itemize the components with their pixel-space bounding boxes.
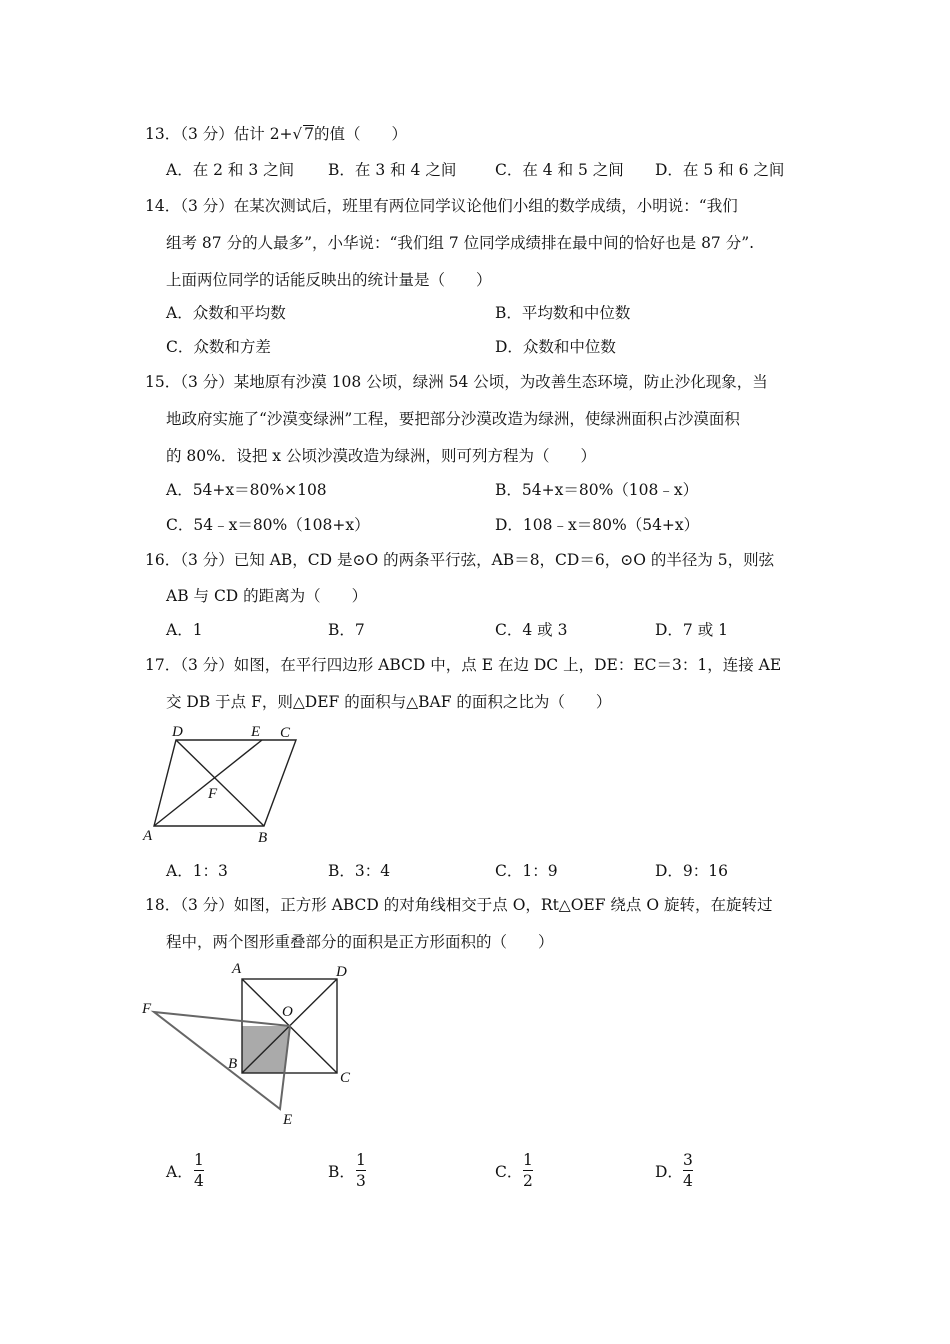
q16-line-1: 16．（3 分）已知 AB，CD 是⊙O 的两条平行弦，AB＝8，CD＝6，⊙O 的半径为 5，则弦 (145, 551, 775, 569)
q18-option-b-fraction[interactable] (356, 1151, 366, 1190)
q14-option-a[interactable]: A．众数和平均数 (166, 304, 286, 322)
q15-line-1: 15．（3 分）某地原有沙漠 108 公顷，绿洲 54 公顷，为改善生态环境，防止沙化现象，当 (145, 373, 768, 391)
label-f: F (208, 786, 218, 802)
q18-option-d-fraction[interactable] (683, 1151, 693, 1190)
label-f: F (142, 1001, 152, 1017)
label-d: D (172, 724, 183, 740)
label-a: A (232, 961, 242, 977)
q17-option-a[interactable]: A．1：3 (166, 862, 228, 880)
denominator: 4 (194, 1172, 204, 1190)
q18-line-1: 18．（3 分）如图，正方形 ABCD 的对角线相交于点 O，Rt△OEF 绕点 O 旋转，在旋转过 (145, 896, 773, 914)
q16-line-2: AB 与 CD 的距离为（ ） (166, 587, 368, 605)
q15-line-3: 的 80%．设把 x 公顷沙漠改造为绿洲，则可列方程为（ ） (166, 447, 596, 465)
label-e: E (283, 1112, 293, 1128)
label-b: B (258, 830, 268, 846)
q15-line-2: 地政府实施了“沙漠变绿洲”工程，要把部分沙漠改造为绿洲，使绿洲面积占沙漠面积 (166, 410, 740, 428)
segment-ae (154, 740, 262, 826)
denominator: 2 (523, 1172, 533, 1190)
q16-option-d[interactable]: D．7 或 1 (655, 621, 729, 639)
q18-square-triangle-figure (138, 958, 368, 1130)
q17-line-1: 17．（3 分）如图，在平行四边形 ABCD 中，点 E 在边 DC 上，DE：EC＝3：1，连接 AE (145, 656, 782, 674)
numerator: 1 (194, 1151, 204, 1169)
q13-option-a[interactable]: A．在 2 和 3 之间 (166, 161, 295, 179)
q14-line-2: 组考 87 分的人最多”，小华说：“我们组 7 位同学成绩排在最中间的恰好也是 87 分”. (166, 234, 755, 252)
numerator: 3 (683, 1151, 693, 1169)
q18-option-b-letter[interactable]: B． (328, 1163, 355, 1181)
q13-option-b[interactable]: B．在 3 和 4 之间 (328, 161, 457, 179)
q13-lead: 13．（3 分）估计 2+ (145, 125, 293, 143)
q17-line-2: 交 DB 于点 F，则△DEF 的面积与△BAF 的面积之比为（ ） (166, 693, 612, 711)
q14-line-3: 上面两位同学的话能反映出的统计量是（ ） (166, 271, 492, 289)
denominator: 3 (356, 1172, 366, 1190)
q17-option-c[interactable]: C．1：9 (495, 862, 558, 880)
denominator: 4 (683, 1172, 693, 1190)
q13-option-c[interactable]: C．在 4 和 5 之间 (495, 161, 624, 179)
q18-option-a-fraction[interactable] (194, 1151, 204, 1190)
label-e: E (251, 724, 261, 740)
label-d: D (336, 964, 347, 980)
q15-option-d[interactable]: D．108﹣x＝80%（54+x） (495, 516, 700, 534)
q15-option-b[interactable]: B．54+x＝80%（108﹣x） (495, 481, 699, 499)
q13-option-d[interactable]: D．在 5 和 6 之间 (655, 161, 785, 179)
q14-option-d[interactable]: D．众数和中位数 (495, 338, 616, 356)
q18-option-c-fraction[interactable] (523, 1151, 533, 1190)
q13-stem (145, 124, 407, 144)
label-c: C (280, 725, 291, 741)
label-a: A (143, 828, 153, 844)
parallelogram-abcd (154, 740, 296, 826)
q17-option-d[interactable]: D．9：16 (655, 862, 729, 880)
q18-option-d-letter[interactable]: D． (655, 1163, 683, 1181)
q14-line-1: 14．（3 分）在某次测试后，班里有两位同学议论他们小组的数学成绩，小明说：“我们 (145, 197, 738, 215)
q18-option-a-letter[interactable]: A． (166, 1163, 193, 1181)
label-b: B (228, 1056, 238, 1072)
label-c: C (340, 1070, 351, 1086)
q16-option-b[interactable]: B．7 (328, 621, 365, 639)
q16-option-c[interactable]: C．4 或 3 (495, 621, 568, 639)
q13-radicand: 7 (304, 125, 314, 143)
q14-option-c[interactable]: C．众数和方差 (166, 338, 271, 356)
q18-option-c-letter[interactable]: C． (495, 1163, 523, 1181)
q15-option-a[interactable]: A．54+x＝80%×108 (166, 481, 327, 499)
diagonal-db (176, 740, 264, 826)
numerator: 1 (356, 1151, 366, 1169)
q14-option-b[interactable]: B．平均数和中位数 (495, 304, 631, 322)
q17-option-b[interactable]: B．3：4 (328, 862, 391, 880)
label-o: O (282, 1004, 293, 1020)
q17-parallelogram-figure (140, 718, 310, 846)
sqrt-sign: √ (292, 125, 303, 143)
numerator: 1 (523, 1151, 533, 1169)
q13-tail: 的值（ ） (313, 125, 407, 143)
q15-option-c[interactable]: C．54﹣x＝80%（108+x） (166, 516, 370, 534)
q16-option-a[interactable]: A．1 (166, 621, 203, 639)
q18-line-2: 程中，两个图形重叠部分的面积是正方形面积的（ ） (166, 933, 554, 951)
